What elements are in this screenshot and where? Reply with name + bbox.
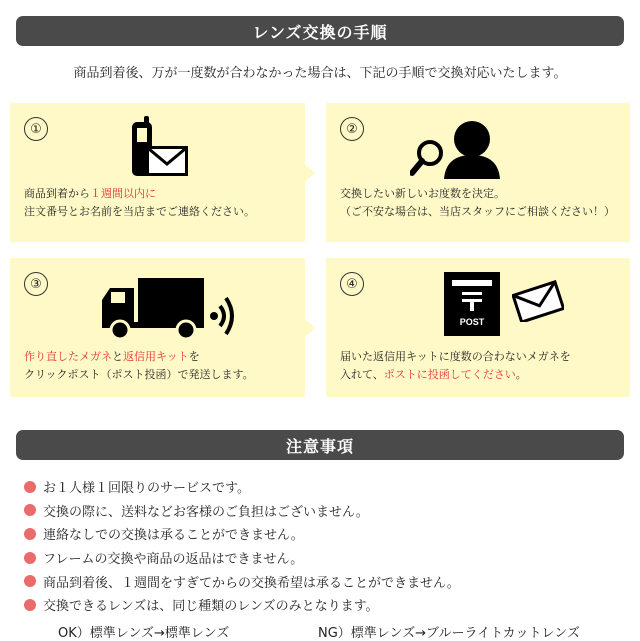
phone-mail-icon bbox=[128, 116, 192, 182]
bullet-dot bbox=[24, 575, 36, 587]
step-4-line-1: 届いた返信用キットに度数の合わないメガネを bbox=[340, 350, 571, 363]
notice-bar bbox=[16, 430, 624, 460]
step-number: ② bbox=[340, 117, 364, 141]
list-item: 交換できるレンズは、同じ種類のレンズのみとなります。 bbox=[24, 593, 460, 617]
page-title: レンズ交換の手順 bbox=[252, 22, 388, 42]
step-4-line-2: 入れて、ポストに投函してください。 bbox=[340, 368, 527, 381]
list-item: フレームの交換や商品の返品はできません。 bbox=[24, 546, 460, 570]
step-number: ① bbox=[24, 117, 48, 141]
ng-example: NG）標準レンズ→ブルーライトカットレンズ bbox=[318, 626, 580, 641]
step-arrow bbox=[305, 319, 315, 337]
step-1-line-2: 注文番号とお名前を当店までご連絡ください。 bbox=[24, 205, 255, 218]
step-number: ④ bbox=[340, 272, 364, 296]
step-2-line-1: 交換したい新しいお度数を決定。 bbox=[340, 187, 505, 200]
step-3-line-1: 作り直したメガネと返信用キットを bbox=[24, 350, 200, 363]
search-person-icon bbox=[410, 117, 502, 179]
list-item: 商品到着後、１週間をすぎてからの交換希望は承ることができません。 bbox=[24, 569, 460, 593]
bullet-dot bbox=[24, 528, 36, 540]
list-item: 連絡なしでの交換は承ることができません。 bbox=[24, 522, 460, 546]
post-box-icon bbox=[442, 272, 502, 336]
step-1-line-1: 商品到着から１週間以内に bbox=[24, 187, 156, 200]
delivery-truck-icon bbox=[98, 278, 240, 342]
bullet-dot bbox=[24, 599, 36, 611]
notice-list bbox=[24, 475, 460, 617]
bullet-dot bbox=[24, 481, 36, 493]
step-4-box bbox=[326, 258, 630, 397]
envelope-icon bbox=[512, 280, 564, 322]
step-3-box bbox=[10, 258, 305, 397]
bullet-dot bbox=[24, 504, 36, 516]
step-2-line-2: （ご不安な場合は、当店スタッフにご相談ください！） bbox=[340, 205, 615, 218]
header-bar bbox=[16, 16, 624, 46]
list-item: お１人様１回限りのサービスです。 bbox=[24, 475, 460, 499]
step-3-line-2: クリックポスト（ポスト投函）で発送します。 bbox=[24, 368, 254, 381]
ok-example: OK）標準レンズ→標準レンズ bbox=[58, 626, 230, 641]
bullet-dot bbox=[24, 552, 36, 564]
notice-title: 注意事項 bbox=[285, 436, 354, 456]
step-number: ③ bbox=[24, 272, 48, 296]
step-2-box bbox=[326, 103, 630, 242]
post-label: POST bbox=[459, 317, 485, 327]
list-item: 交換の際に、送料などお客様のご負担はございません。 bbox=[24, 499, 460, 523]
step-1-box bbox=[10, 103, 305, 242]
intro-text: 商品到着後、万が一度数が合わなかった場合は、下記の手順で交換対応いたします。 bbox=[73, 66, 567, 81]
step-arrow bbox=[305, 164, 315, 182]
